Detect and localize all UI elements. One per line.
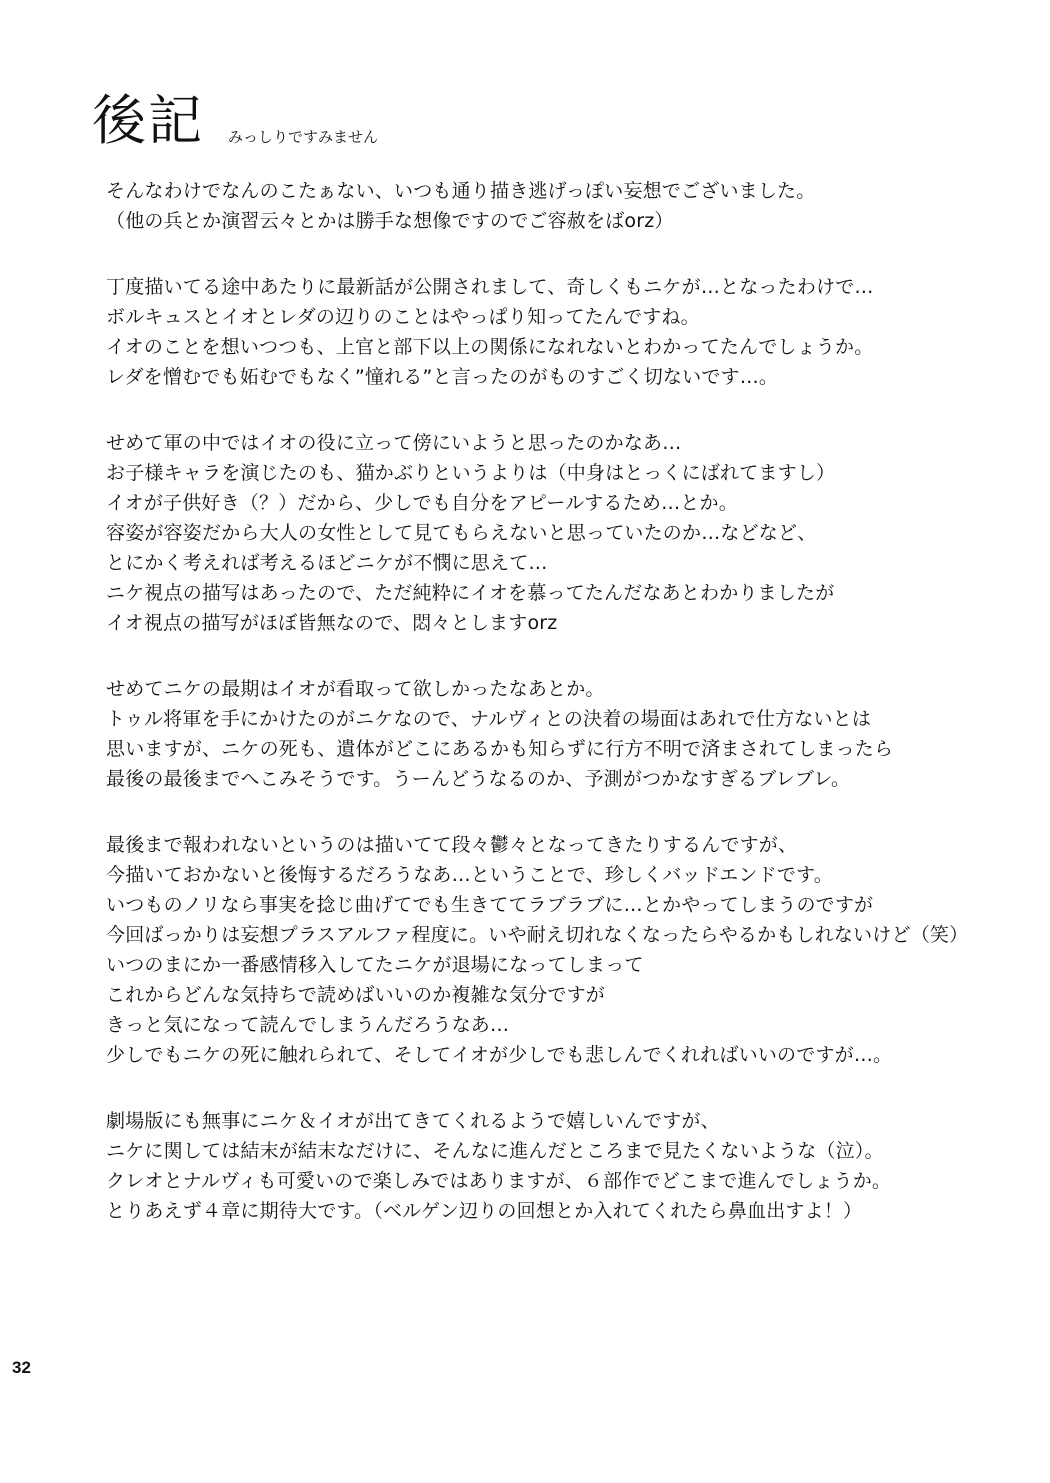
text-line: イオのことを想いつつも、上官と部下以上の関係になれないとわかってたんでしょうか。 bbox=[106, 336, 874, 358]
text-line: とりあえず４章に期待大です。（ベルゲン辺りの回想とか入れてくれたら鼻血出すよ！） bbox=[106, 1200, 863, 1222]
text-line: （他の兵とか演習云々とかは勝手な想像ですのでご容赦をばorz） bbox=[106, 210, 674, 232]
text-line: そんなわけでなんのこたぁない、いつも通り描き逃げっぽい妄想でございました。 bbox=[106, 180, 816, 202]
text-line: ボルキュスとイオとレダの辺りのことはやっぱり知ってたんですね。 bbox=[106, 306, 700, 328]
text-line: トゥル将軍を手にかけたのがニケなので、ナルヴィとの決着の場面はあれで仕方ないとは bbox=[106, 708, 872, 730]
text-line: 最後まで報われないというのは描いてて段々鬱々となってきたりするんですが、 bbox=[106, 834, 798, 856]
afterword-heading bbox=[92, 90, 378, 152]
text-line: 思いますが、ニケの死も、遺体がどこにあるかも知らずに行方不明で済まされてしまったら bbox=[106, 738, 894, 760]
text-line: とにかく考えれば考えるほどニケが不憫に思えて… bbox=[106, 552, 548, 574]
text-line: 今回ばっかりは妄想プラスアルファ程度に。いや耐え切れなくなったらやるかもしれないけど（笑） bbox=[106, 924, 969, 946]
page-number: 32 bbox=[12, 1358, 31, 1377]
text-line: ニケ視点の描写はあったので、ただ純粋にイオを慕ってたんだなあとわかりましたが bbox=[106, 582, 835, 604]
paragraph bbox=[106, 176, 1026, 236]
paragraph bbox=[106, 272, 1026, 392]
text-line: ニケに関しては結末が結末なだけに、そんなに進んだところまで見たくないような（泣）。 bbox=[106, 1140, 884, 1162]
text-line: 少しでもニケの死に触れられて、そしてイオが少しでも悲しんでくれればいいのですが…。 bbox=[106, 1044, 893, 1066]
text-line: イオ視点の描写がほぼ皆無なので、悶々としますorz bbox=[106, 612, 558, 634]
text-line: 最後の最後までへこみそうです。うーんどうなるのか、予測がつかなすぎるブレブレ。 bbox=[106, 768, 851, 790]
page-title: 後記 bbox=[92, 89, 204, 152]
paragraph bbox=[106, 1106, 1026, 1226]
afterword-body bbox=[106, 176, 1026, 1262]
text-line: 丁度描いてる途中あたりに最新話が公開されまして、奇しくもニケが…となったわけで… bbox=[106, 276, 874, 298]
text-line: いつものノリなら事実を捻じ曲げてでも生きててラブラブに…とかやってしまうのですが bbox=[106, 894, 874, 916]
text-line: せめて軍の中ではイオの役に立って傍にいようと思ったのかなあ… bbox=[106, 432, 682, 454]
text-line: 今描いておかないと後悔するだろうなあ…ということで、珍しくバッドエンドです。 bbox=[106, 864, 833, 886]
text-line: レダを憎むでも妬むでもなく”憧れる”と言ったのがものすごく切ないです…。 bbox=[106, 366, 779, 388]
text-line: 容姿が容姿だから大人の女性として見てもらえないと思っていたのか…などなど、 bbox=[106, 522, 817, 544]
text-line: きっと気になって読んでしまうんだろうなあ… bbox=[106, 1014, 510, 1036]
page-subtitle: みっしりですみません bbox=[228, 128, 379, 146]
text-line: お子様キャラを演じたのも、猫かぶりというよりは（中身はとっくにばれてますし） bbox=[106, 462, 836, 484]
text-line: イオが子供好き（？）だから、少しでも自分をアピールするため…とか。 bbox=[106, 492, 738, 514]
text-line: 劇場版にも無事にニケ＆イオが出てきてくれるようで嬉しいんですが、 bbox=[106, 1110, 720, 1132]
paragraph bbox=[106, 674, 1026, 794]
paragraph bbox=[106, 428, 1026, 638]
text-line: クレオとナルヴィも可愛いので楽しみではありますが、６部作でどこまで進んでしょうか。 bbox=[106, 1170, 892, 1192]
text-line: せめてニケの最期はイオが看取って欲しかったなあとか。 bbox=[106, 678, 605, 700]
text-line: これからどんな気持ちで読めばいいのか複雑な気分ですが bbox=[106, 984, 606, 1006]
paragraph bbox=[106, 830, 1026, 1070]
text-line: いつのまにか一番感情移入してたニケが退場になってしまって bbox=[106, 954, 644, 976]
